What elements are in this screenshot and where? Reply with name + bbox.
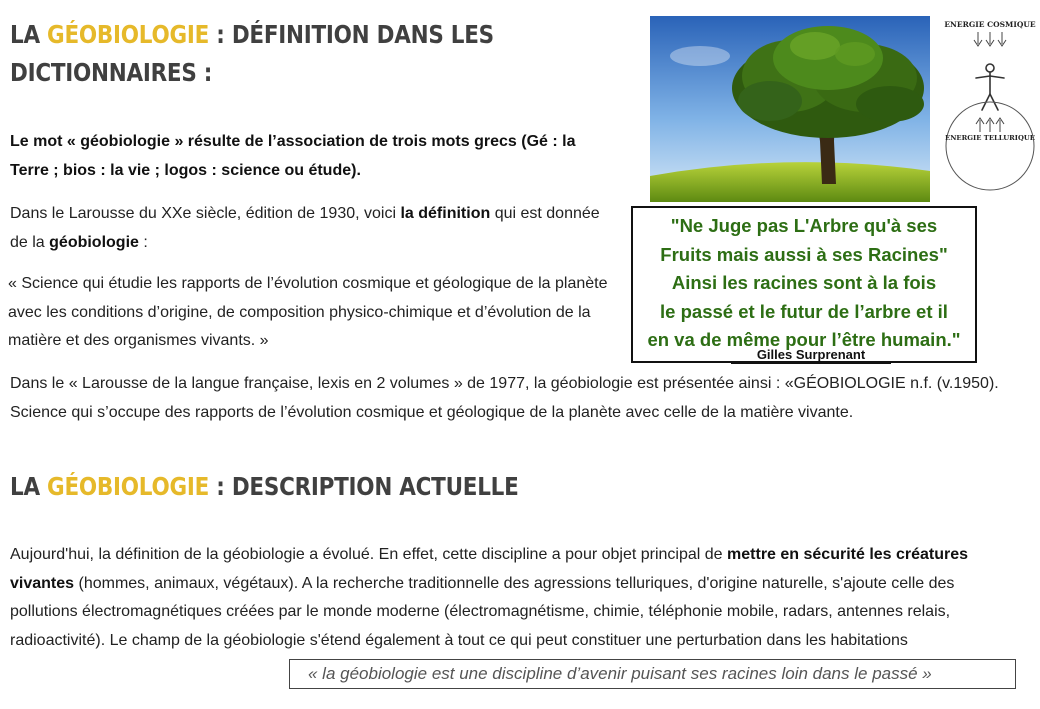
heading-accent: GÉOBIOLOGIE [47, 472, 210, 501]
pull-quote: « la géobiologie est une discipline d’avenir puisant ses racines loin dans le passé » [289, 659, 1016, 689]
description-paragraph [10, 541, 1020, 655]
tree-icon [650, 16, 930, 202]
description-text: (hommes, animaux, végétaux). A la recherche traditionnelle des agressions telluriques, d'origine naturelle, s'ajoute celle des pollutions électromagnétiques créées par le monde moderne (électromagnétisme, chimie, téléphonie mobile, radars, antennes relais, radioactivité). Le champ de la géobiologie s'étend également à tout ce qui peut constituer une perturbation dans les habitations [10, 574, 955, 649]
heading-description [10, 468, 519, 506]
intro-paragraph: Le mot « géobiologie » résulte de l’association de trois mots grecs (Gé : la Terre ; bios : la vie ; logos : science ou étude). [10, 133, 576, 179]
larousse-paragraph [10, 200, 600, 257]
larousse-text: qui est donnée de la [10, 205, 600, 251]
quote-box [631, 206, 977, 363]
lexis-paragraph: Dans le « Larousse de la langue française, lexis en 2 volumes » de 1977, la géobiologie est présentée ainsi : «GÉOBIOLOGIE n.f. (v.1950). Science qui s’occupe des rapports de l’évolution cosmique et géologique de la planète avec celle de la matière vivante. [10, 375, 999, 421]
energy-telluric-label: ENERGIE TELLURIQUE [945, 134, 1035, 142]
energy-cosmic-label: ENERGIE COSMIQUE [944, 20, 1036, 29]
heading-line2: DICTIONNAIRES : [10, 58, 213, 87]
description-bold: mettre en sécurité les créatures vivantes [10, 546, 969, 592]
quote-line: le passé et le futur de l’arbre et il [660, 300, 948, 322]
larousse-text: Dans le Larousse du XXe siècle, édition de 1930, voici [10, 205, 401, 222]
quote-lines [633, 212, 975, 355]
quote-line: Ainsi les racines sont à la fois [671, 272, 937, 293]
heading-rest: : DÉFINITION DANS LES [209, 20, 494, 49]
heading-prefix: LA [10, 472, 48, 501]
definition-quote: « Science qui étudie les rapports de l’évolution cosmique et géologique de la planète avec les conditions d’origine, de composition physico-chimique et d’évolution de la matière et des organismes vivants. » [8, 275, 608, 349]
heading-rest: : DESCRIPTION ACTUELLE [209, 472, 519, 501]
energy-diagram [942, 14, 1038, 194]
quote-line: "Ne Juge pas L'Arbre qu'à ses [670, 215, 938, 236]
quote-line: Fruits mais aussi à ses Racines" [660, 243, 948, 265]
tree-image [650, 16, 930, 202]
energy-diagram-icon [942, 14, 1038, 194]
heading-prefix: LA [10, 20, 48, 49]
larousse-bold-definition: la définition [400, 205, 491, 222]
quote-line: en va de même pour l’être humain." [647, 329, 961, 350]
description-text: Aujourd'hui, la définition de la géobiologie a évolué. En effet, cette discipline a pour objet principal de [10, 546, 728, 563]
larousse-bold-geobiologie: géobiologie [49, 233, 139, 251]
larousse-text: : [138, 233, 148, 251]
quote-author: Gilles Surprenant [731, 347, 891, 364]
heading-accent: GÉOBIOLOGIE [47, 20, 210, 49]
heading-definition [10, 16, 494, 92]
